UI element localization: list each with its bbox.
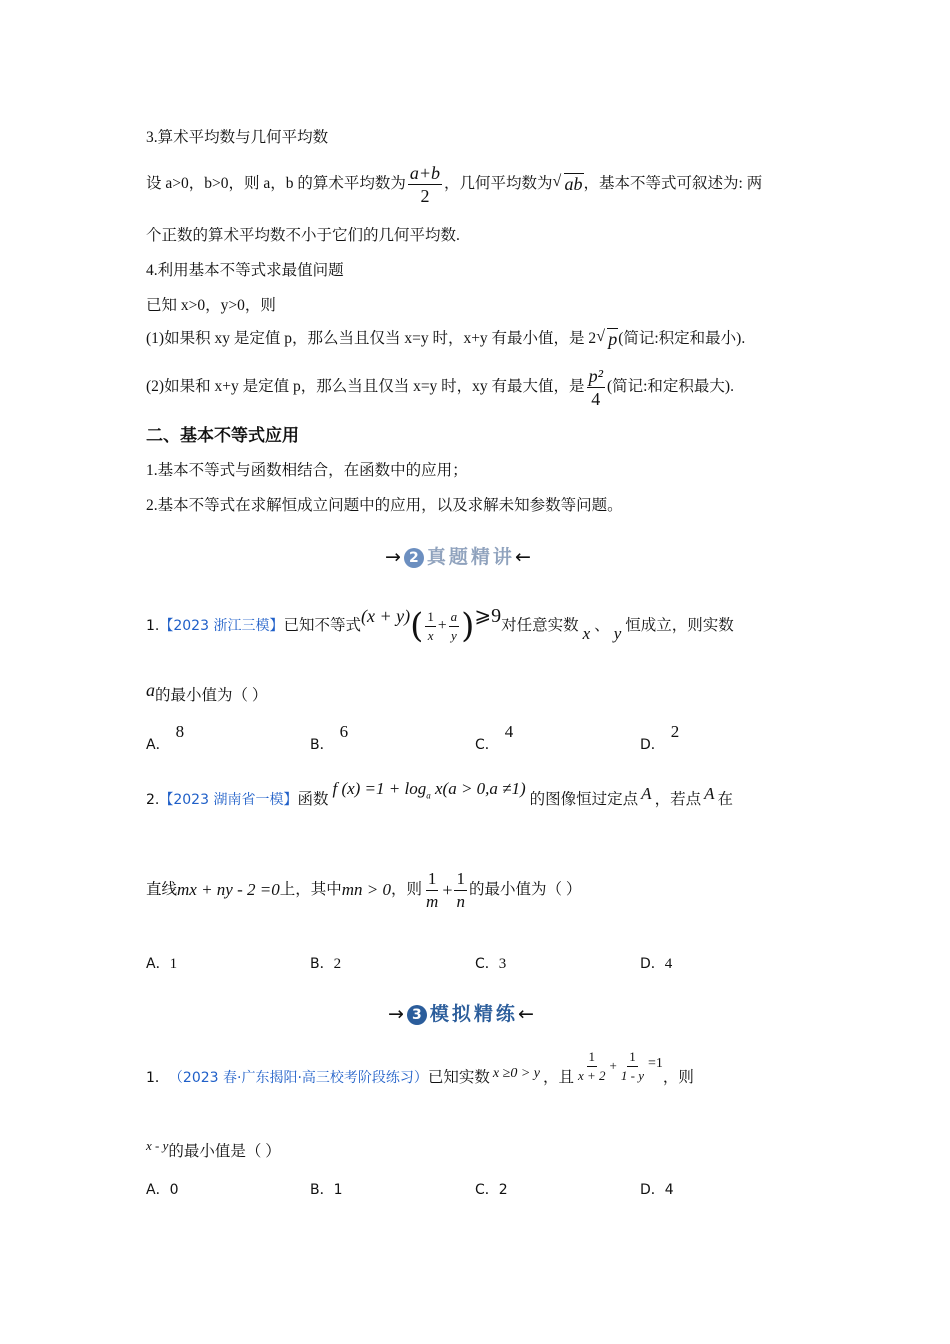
q2-option-d-value: 4 — [664, 956, 673, 972]
q3-frac2-num: 1 — [627, 1048, 638, 1067]
q1-plus: + — [437, 617, 447, 634]
q1-pre: 已知不等式 — [283, 617, 361, 634]
q2-option-b[interactable] — [310, 953, 341, 973]
gm-radicand: ab — [564, 174, 583, 194]
q2-mid2: ，若点 — [654, 791, 702, 808]
q2-func-sub: a — [426, 790, 431, 801]
q1-option-d[interactable] — [640, 722, 680, 754]
q3-pre: 已知实数 — [427, 1069, 490, 1086]
q3-option-b[interactable] — [310, 1179, 343, 1199]
q3-option-c[interactable] — [475, 1179, 508, 1199]
q2-plus: + — [442, 880, 453, 900]
q2-option-c-value: 3 — [498, 956, 507, 972]
am-denominator: 2 — [420, 185, 430, 206]
section4-item1-pre: (1)如果积 xy 是定值 p，那么当且仅当 x=y 时，x+y 有最小值，是 2 — [146, 330, 597, 347]
arrow-left-icon: ← — [514, 546, 531, 568]
q1-option-b-value: 6 — [339, 722, 349, 741]
q2-point-a: A — [641, 784, 652, 803]
q2-option-a-value: 1 — [169, 956, 178, 972]
q2-line-eq: mx + ny - 2 =0 — [177, 880, 280, 899]
q2-frac2-den: n — [456, 891, 465, 911]
q1-var-x: x — [582, 624, 591, 643]
q3-option-a-label: A． — [146, 1182, 170, 1198]
q2-point-a2: A — [704, 784, 715, 803]
q3-eq: =1 — [648, 1056, 663, 1071]
arrow-right-icon: → — [385, 546, 401, 568]
q1-frac1-num: 1 — [425, 608, 436, 627]
q1-relation: ⩾9 — [474, 605, 502, 627]
q2-line2-pre: 直线 — [146, 881, 178, 898]
p2-denominator: 4 — [591, 388, 601, 409]
section4-heading: 4.利用基本不等式求最值问题 — [146, 262, 344, 279]
q2-line1 — [146, 778, 733, 818]
q2-func-main: f (x) =1 + log — [332, 778, 427, 798]
q2-func — [332, 779, 525, 805]
sqrt-sign-icon: √ — [596, 328, 605, 345]
q2-source: 【2023 湖南省一模】 — [159, 792, 298, 808]
section3-line1-pre: 设 a>0，b>0，则 a，b 的算术平均数为 — [146, 175, 406, 192]
section3-heading: 3.算术平均数与几何平均数 — [146, 129, 329, 146]
sqrt-sign-icon: √ — [552, 173, 562, 190]
q1-option-a-value: 8 — [175, 722, 185, 741]
q1-option-c[interactable] — [475, 722, 514, 754]
q1-var-y: y — [613, 624, 622, 643]
q2-cond: mn > 0 — [341, 880, 392, 899]
q3-option-b-label: B． — [310, 1182, 334, 1198]
q1-option-d-label: D． — [640, 737, 665, 753]
q2-option-a[interactable] — [146, 953, 177, 973]
number-badge: 3 — [407, 1005, 427, 1025]
q3-frac1-den: x + 2 — [578, 1067, 606, 1083]
q1-line2-post: 的最小值为（ ） — [155, 687, 268, 704]
q1-expr-a: (x + y) — [360, 606, 411, 626]
q1-source: 【2023 浙江三模】 — [159, 618, 284, 634]
q2-line2-mid: 上，其中 — [279, 881, 342, 898]
arrow-left-icon: ← — [517, 1003, 534, 1025]
part2-heading: 二、基本不等式应用 — [146, 426, 299, 446]
p-root — [596, 329, 618, 349]
section4-item2-post: (简记:和定积最大). — [606, 378, 734, 395]
q1-frac2-den: y — [450, 627, 457, 643]
q3-line2-post: 的最小值是（ ） — [168, 1143, 281, 1160]
arrow-right-icon: → — [388, 1003, 404, 1025]
banner-title: 真题精讲 — [426, 546, 515, 568]
section3-line1-mid: ，几何平均数为 — [444, 175, 553, 192]
q2-option-c-label: C． — [475, 956, 499, 972]
q1-frac1 — [425, 608, 436, 645]
q2-post: 在 — [717, 791, 733, 808]
q2-frac1-num: 1 — [426, 868, 439, 891]
q3-option-a[interactable] — [146, 1179, 179, 1199]
q2-frac1 — [424, 868, 440, 913]
q2-line2 — [146, 864, 581, 916]
q3-line1 — [146, 1050, 694, 1106]
q1-option-b-label: B． — [310, 737, 334, 753]
q3-number: 1． — [146, 1070, 169, 1086]
q3-line2 — [146, 1138, 281, 1162]
q1-var-a: a — [146, 680, 155, 700]
q2-option-a-label: A． — [146, 956, 170, 972]
gm-root — [553, 174, 584, 194]
section3-line1 — [146, 162, 762, 206]
q1-option-c-label: C． — [475, 737, 499, 753]
banner-title: 模拟精练 — [429, 1003, 518, 1025]
q3-line2-expr: x - y — [146, 1138, 169, 1153]
q3-option-c-value: 2 — [498, 1182, 508, 1198]
q3-frac2-den: 1 - y — [620, 1067, 644, 1083]
q2-option-c[interactable] — [475, 953, 506, 973]
section3-line2: 个正数的算术平均数不小于它们的几何平均数. — [146, 227, 460, 244]
q3-option-d-value: 4 — [664, 1182, 674, 1198]
q3-option-a-value: 0 — [169, 1182, 179, 1198]
q1-frac1-den: x — [427, 627, 434, 643]
q3-option-b-value: 1 — [333, 1182, 343, 1198]
q2-frac2 — [454, 868, 467, 913]
q2-line2-post: 的最小值为（ ） — [468, 881, 582, 898]
banner-real-exam — [385, 542, 531, 569]
q3-option-c-label: C． — [475, 1182, 499, 1198]
q3-plus: + — [609, 1058, 617, 1073]
section4-item1-post: (简记:积定和最小). — [618, 330, 746, 347]
q1-option-a[interactable] — [146, 722, 185, 754]
q2-mid: 的图像恒过定点 — [529, 791, 639, 808]
q2-frac1-den: m — [426, 891, 439, 911]
q1-option-b[interactable] — [310, 722, 349, 754]
q3-frac1-num: 1 — [587, 1048, 598, 1067]
right-paren-icon: ) — [461, 606, 475, 646]
q1-line2 — [146, 680, 268, 706]
am-fraction — [408, 162, 442, 207]
p2-fraction — [587, 365, 605, 410]
section4-given: 已知 x>0，y>0，则 — [146, 297, 276, 314]
q1-frac2-num: a — [449, 608, 460, 627]
q3-frac2 — [619, 1048, 646, 1085]
section3-line1-post: ，基本不等式可叙述为: 两 — [583, 175, 763, 192]
q1-line1 — [146, 598, 734, 654]
q3-source: （2023 春·广东揭阳·高三校考阶段练习） — [168, 1070, 428, 1086]
q1-mid: 对任意实数 — [501, 617, 579, 634]
q1-option-c-value: 4 — [504, 722, 514, 741]
q3-frac1 — [576, 1048, 608, 1085]
number-badge: 2 — [404, 548, 424, 568]
q1-option-d-value: 2 — [670, 722, 680, 741]
p2-numerator: p² — [588, 365, 603, 386]
q1-sep: 、 — [594, 617, 610, 634]
q1-number: 1. — [146, 618, 160, 634]
q2-number: 2. — [146, 792, 160, 808]
q2-option-d-label: D． — [640, 956, 665, 972]
q2-option-b-value: 2 — [333, 956, 342, 972]
left-paren-icon: ( — [410, 606, 424, 646]
q1-frac2 — [449, 608, 460, 645]
q2-pre: 函数 — [297, 791, 329, 808]
q1-post: 恒成立，则实数 — [625, 617, 734, 634]
q2-func-post: x(a > 0,a ≠1) — [430, 778, 526, 798]
q3-cond: x ≥0 > y — [492, 1066, 540, 1081]
part2-item1: 1.基本不等式与函数相结合，在函数中的应用； — [146, 462, 468, 479]
section4-item2 — [146, 364, 734, 410]
q3-option-d-label: D． — [640, 1182, 665, 1198]
q2-frac2-num: 1 — [454, 868, 467, 891]
section4-item1 — [146, 329, 745, 349]
section4-item2-pre: (2)如果和 x+y 是定值 p，那么当且仅当 x=y 时，xy 有最大值，是 — [146, 378, 585, 395]
p-radicand: p — [608, 329, 618, 349]
q3-option-d[interactable] — [640, 1179, 674, 1199]
q3-post: ，则 — [662, 1069, 694, 1086]
part2-item2: 2.基本不等式在求解恒成立问题中的应用，以及求解未知参数等问题。 — [146, 497, 623, 514]
q1-option-a-label: A． — [146, 737, 170, 753]
am-numerator: a+b — [409, 162, 441, 183]
q2-line2-mid2: ，则 — [391, 881, 423, 898]
q3-mid: ，且 — [542, 1069, 574, 1086]
q2-option-d[interactable] — [640, 953, 672, 973]
banner-simulation — [388, 999, 534, 1026]
q2-option-b-label: B． — [310, 956, 334, 972]
